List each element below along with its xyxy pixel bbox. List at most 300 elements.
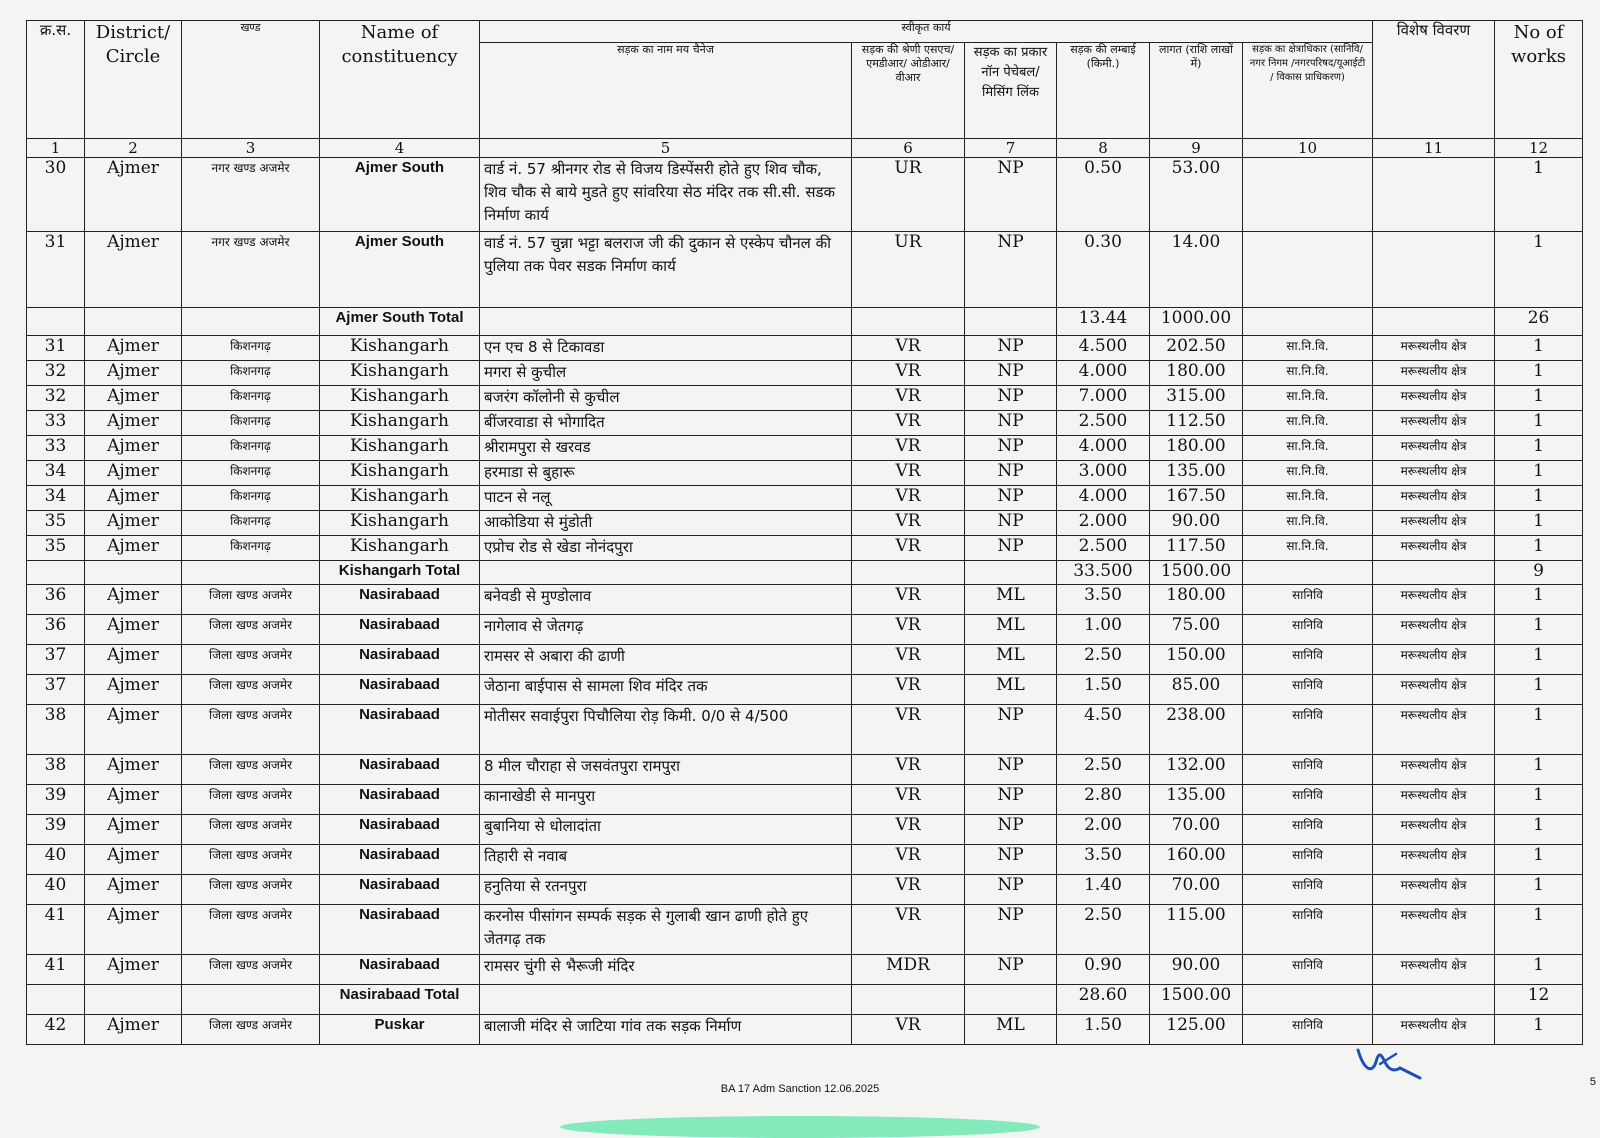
cost-cell: 90.00 [1150,955,1243,985]
khand-cell: नगर खण्ड अजमेर [182,232,320,308]
district-cell: Ajmer [85,461,182,486]
road-type-cell: ML [965,675,1057,705]
table-row [27,645,1583,675]
road-name-cell: करनोस पीसांगन सम्पर्क सड़क से गुलाबी खान ढाणी होते हुए जेतगढ़ तक [480,905,852,955]
jurisdiction-cell: सा.नि.वि. [1243,486,1373,511]
table-row [27,755,1583,785]
category-cell: VR [852,511,965,536]
serial-cell: 42 [27,1015,85,1045]
road-type-cell: NP [965,386,1057,411]
empty-cell [85,561,182,585]
khand-cell: किशनगढ़ [182,411,320,436]
constituency-cell: Puskar [320,1015,480,1045]
road-type-cell: ML [965,585,1057,615]
road-type-cell: NP [965,461,1057,486]
table-row [27,875,1583,905]
empty-cell [852,561,965,585]
length-cell: 3.50 [1057,845,1150,875]
remarks-cell: मरूस्थलीय क्षेत्र [1373,461,1495,486]
works-cell: 1 [1495,1015,1583,1045]
category-cell: VR [852,585,965,615]
remarks-cell: मरूस्थलीय क्षेत्र [1373,1015,1495,1045]
column-number: 4 [320,139,480,158]
serial-cell: 37 [27,675,85,705]
serial-cell: 33 [27,411,85,436]
road-type-cell: NP [965,785,1057,815]
road-type-cell: NP [965,815,1057,845]
cost-cell: 125.00 [1150,1015,1243,1045]
constituency-cell: Nasirabaad [320,675,480,705]
district-cell: Ajmer [85,361,182,386]
category-cell: VR [852,461,965,486]
constituency-cell: Ajmer South [320,158,480,232]
cost-cell: 70.00 [1150,875,1243,905]
serial-cell: 38 [27,755,85,785]
road-type-cell: NP [965,755,1057,785]
category-cell: VR [852,785,965,815]
constituency-cell: Kishangarh [320,436,480,461]
empty-cell [965,308,1057,336]
cost-cell: 180.00 [1150,361,1243,386]
district-cell: Ajmer [85,232,182,308]
constituency-cell: Kishangarh [320,511,480,536]
district-cell: Ajmer [85,436,182,461]
constituency-cell: Nasirabaad [320,615,480,645]
category-cell: VR [852,815,965,845]
category-cell: VR [852,875,965,905]
remarks-cell: मरूस्थलीय क्षेत्र [1373,905,1495,955]
serial-cell: 35 [27,536,85,561]
district-cell: Ajmer [85,875,182,905]
constituency-cell: Kishangarh [320,386,480,411]
remarks-cell: मरूस्थलीय क्षेत्र [1373,815,1495,845]
khand-cell: किशनगढ़ [182,386,320,411]
column-number: 11 [1373,139,1495,158]
table-row [27,232,1583,308]
empty-cell [480,561,852,585]
length-cell: 2.500 [1057,411,1150,436]
table-row [27,158,1583,232]
works-cell: 1 [1495,232,1583,308]
jurisdiction-cell: सानिवि [1243,585,1373,615]
serial-cell: 37 [27,645,85,675]
serial-cell: 30 [27,158,85,232]
column-number: 9 [1150,139,1243,158]
serial-cell: 36 [27,615,85,645]
khand-cell: किशनगढ़ [182,461,320,486]
length-cell: 2.50 [1057,755,1150,785]
length-cell: 0.50 [1057,158,1150,232]
serial-cell: 38 [27,705,85,755]
district-cell: Ajmer [85,905,182,955]
road-name-cell: मगरा से कुचील [480,361,852,386]
khand-cell: किशनगढ़ [182,361,320,386]
total-works-cell: 12 [1495,985,1583,1015]
column-number: 2 [85,139,182,158]
serial-cell: 32 [27,361,85,386]
table-row [27,461,1583,486]
length-cell: 1.50 [1057,1015,1150,1045]
khand-cell: जिला खण्ड अजमेर [182,785,320,815]
khand-cell: जिला खण्ड अजमेर [182,675,320,705]
road-name-cell: बालाजी मंदिर से जाटिया गांव तक सड़क निर्माण [480,1015,852,1045]
khand-cell: जिला खण्ड अजमेर [182,875,320,905]
khand-cell: जिला खण्ड अजमेर [182,1015,320,1045]
road-type-cell: NP [965,486,1057,511]
district-cell: Ajmer [85,386,182,411]
remarks-cell: मरूस्थलीय क्षेत्र [1373,755,1495,785]
table-row [27,386,1583,411]
column-number: 5 [480,139,852,158]
jurisdiction-cell: सानिवि [1243,1015,1373,1045]
cost-cell: 150.00 [1150,645,1243,675]
road-name-cell: रामसर से अबारा की ढाणी [480,645,852,675]
empty-cell [965,561,1057,585]
serial-cell: 34 [27,486,85,511]
remarks-cell: मरूस्थलीय क्षेत्र [1373,875,1495,905]
length-cell: 1.50 [1057,675,1150,705]
cost-cell: 53.00 [1150,158,1243,232]
signature-mark [1350,1040,1430,1080]
works-cell: 1 [1495,615,1583,645]
remarks-cell: मरूस्थलीय क्षेत्र [1373,386,1495,411]
works-cell: 1 [1495,905,1583,955]
serial-cell: 31 [27,232,85,308]
category-cell: VR [852,615,965,645]
length-cell: 2.500 [1057,536,1150,561]
header-serial: क्र.स. [27,21,85,139]
road-type-cell: ML [965,645,1057,675]
length-cell: 2.00 [1057,815,1150,845]
remarks-cell: मरूस्थलीय क्षेत्र [1373,411,1495,436]
category-cell: VR [852,1015,965,1045]
length-cell: 4.000 [1057,436,1150,461]
jurisdiction-cell: सानिवि [1243,905,1373,955]
empty-cell [480,985,852,1015]
table-row [27,615,1583,645]
total-cost-cell: 1000.00 [1150,308,1243,336]
empty-cell [27,308,85,336]
cost-cell: 14.00 [1150,232,1243,308]
total-cost-cell: 1500.00 [1150,985,1243,1015]
length-cell: 4.50 [1057,705,1150,755]
district-cell: Ajmer [85,815,182,845]
jurisdiction-cell: सानिवि [1243,705,1373,755]
remarks-cell: मरूस्थलीय क्षेत्र [1373,336,1495,361]
length-cell: 3.000 [1057,461,1150,486]
empty-cell [1243,985,1373,1015]
works-cell: 1 [1495,815,1583,845]
empty-cell [852,308,965,336]
column-number-row [27,139,1583,158]
khand-cell: जिला खण्ड अजमेर [182,705,320,755]
cost-cell: 315.00 [1150,386,1243,411]
road-name-cell: मोतीसर सवाईपुरा पिचौलिया रोड़ किमी. 0/0 से 4/500 [480,705,852,755]
serial-cell: 40 [27,845,85,875]
jurisdiction-cell: सानिवि [1243,815,1373,845]
works-cell: 1 [1495,675,1583,705]
category-cell: VR [852,386,965,411]
works-cell: 1 [1495,845,1583,875]
highlighter-mark [560,1116,1040,1138]
road-name-cell: 8 मील चौराहा से जसवंतपुरा रामपुरा [480,755,852,785]
works-cell: 1 [1495,436,1583,461]
remarks-cell: मरूस्थलीय क्षेत्र [1373,845,1495,875]
road-name-cell: एप्रोच रोड से खेडा नोनंदपुरा [480,536,852,561]
cost-cell: 238.00 [1150,705,1243,755]
header-constituency: Name of constituency [320,21,480,139]
works-cell: 1 [1495,411,1583,436]
jurisdiction-cell: सानिवि [1243,875,1373,905]
table-header [27,21,1583,158]
jurisdiction-cell [1243,232,1373,308]
road-type-cell: NP [965,361,1057,386]
total-cost-cell: 1500.00 [1150,561,1243,585]
table-row [27,705,1583,755]
length-cell: 0.90 [1057,955,1150,985]
header-category: सड़क की श्रेणी एसएच/एमडीआर/ ओडीआर/ वीआर [852,43,965,139]
road-type-cell: NP [965,955,1057,985]
constituency-cell: Kishangarh [320,536,480,561]
category-cell: VR [852,755,965,785]
table-row [27,785,1583,815]
district-cell: Ajmer [85,336,182,361]
header-road-name: सड़क का नाम मय चैनेज [480,43,852,139]
table-row [27,585,1583,615]
cost-cell: 135.00 [1150,785,1243,815]
road-name-cell: तिहारी से नवाब [480,845,852,875]
jurisdiction-cell: सा.नि.वि. [1243,461,1373,486]
works-cell: 1 [1495,955,1583,985]
empty-cell [85,985,182,1015]
table-row [27,361,1583,386]
table-row [27,536,1583,561]
remarks-cell: मरूस्थलीय क्षेत्र [1373,486,1495,511]
header-khand: खण्ड [182,21,320,139]
works-cell: 1 [1495,585,1583,615]
constituency-cell: Nasirabaad [320,755,480,785]
table-row [27,905,1583,955]
category-cell: VR [852,536,965,561]
remarks-cell [1373,232,1495,308]
remarks-cell: मरूस्थलीय क्षेत्र [1373,436,1495,461]
khand-cell: जिला खण्ड अजमेर [182,585,320,615]
road-name-cell: बींजरवाडा से भोगादित [480,411,852,436]
constituency-cell: Nasirabaad [320,815,480,845]
works-cell: 1 [1495,336,1583,361]
works-cell: 1 [1495,705,1583,755]
remarks-cell: मरूस्थलीय क्षेत्र [1373,955,1495,985]
empty-cell [852,985,965,1015]
road-name-cell: हनुतिया से रतनपुरा [480,875,852,905]
constituency-cell: Nasirabaad [320,705,480,755]
road-type-cell: NP [965,511,1057,536]
table-row [27,845,1583,875]
cost-cell: 90.00 [1150,511,1243,536]
length-cell: 4.500 [1057,336,1150,361]
road-name-cell: हरमाडा से बुहारू [480,461,852,486]
total-row [27,308,1583,336]
cost-cell: 112.50 [1150,411,1243,436]
works-cell: 1 [1495,785,1583,815]
length-cell: 4.000 [1057,486,1150,511]
works-cell: 1 [1495,461,1583,486]
length-cell: 2.000 [1057,511,1150,536]
serial-cell: 39 [27,815,85,845]
works-cell: 1 [1495,645,1583,675]
length-cell: 1.00 [1057,615,1150,645]
total-length-cell: 13.44 [1057,308,1150,336]
constituency-cell: Nasirabaad [320,875,480,905]
district-cell: Ajmer [85,755,182,785]
jurisdiction-cell: सानिवि [1243,955,1373,985]
road-name-cell: कानाखेडी से मानपुरा [480,785,852,815]
length-cell: 1.40 [1057,875,1150,905]
district-cell: Ajmer [85,486,182,511]
khand-cell: किशनगढ़ [182,336,320,361]
table-body [27,158,1583,1045]
serial-cell: 36 [27,585,85,615]
road-type-cell: NP [965,411,1057,436]
road-name-cell: आकोडिया से मुंडोती [480,511,852,536]
total-works-cell: 9 [1495,561,1583,585]
footer-reference: BA 17 Adm Sanction 12.06.2025 [720,1083,880,1095]
sanction-table [26,20,1583,1045]
constituency-cell: Kishangarh [320,336,480,361]
district-cell: Ajmer [85,955,182,985]
jurisdiction-cell: सानिवि [1243,615,1373,645]
remarks-cell: मरूस्थलीय क्षेत्र [1373,361,1495,386]
khand-cell: जिला खण्ड अजमेर [182,955,320,985]
jurisdiction-cell: सानिवि [1243,785,1373,815]
road-name-cell: जेठाना बाईपास से सामला शिव मंदिर तक [480,675,852,705]
category-cell: VR [852,436,965,461]
remarks-cell: मरूस्थलीय क्षेत्र [1373,675,1495,705]
header-length: सड़क की लम्बाई (किमी.) [1057,43,1150,139]
table-row [27,511,1583,536]
serial-cell: 33 [27,436,85,461]
table-row [27,675,1583,705]
cost-cell: 115.00 [1150,905,1243,955]
road-type-cell: NP [965,336,1057,361]
category-cell: UR [852,158,965,232]
jurisdiction-cell: सानिवि [1243,675,1373,705]
serial-cell: 41 [27,905,85,955]
column-number: 6 [852,139,965,158]
constituency-cell: Nasirabaad [320,645,480,675]
works-cell: 1 [1495,875,1583,905]
cost-cell: 75.00 [1150,615,1243,645]
remarks-cell: मरूस्थलीय क्षेत्र [1373,785,1495,815]
length-cell: 2.80 [1057,785,1150,815]
khand-cell: जिला खण्ड अजमेर [182,755,320,785]
jurisdiction-cell: सा.नि.वि. [1243,411,1373,436]
road-type-cell: NP [965,705,1057,755]
category-cell: VR [852,361,965,386]
khand-cell: जिला खण्ड अजमेर [182,845,320,875]
district-cell: Ajmer [85,705,182,755]
table-row [27,815,1583,845]
road-type-cell: NP [965,536,1057,561]
total-row [27,561,1583,585]
table-row [27,336,1583,361]
district-cell: Ajmer [85,675,182,705]
header-remarks: विशेष विवरण [1373,21,1495,139]
road-type-cell: NP [965,905,1057,955]
road-type-cell: ML [965,1015,1057,1045]
khand-cell: किशनगढ़ [182,536,320,561]
empty-cell [480,308,852,336]
header-cost: लागत (राशि लाखों में) [1150,43,1243,139]
total-row [27,985,1583,1015]
remarks-cell: मरूस्थलीय क्षेत्र [1373,615,1495,645]
works-cell: 1 [1495,486,1583,511]
cost-cell: 70.00 [1150,815,1243,845]
length-cell: 7.000 [1057,386,1150,411]
empty-cell [1243,561,1373,585]
road-name-cell: नागेलाव से जेतगढ़ [480,615,852,645]
empty-cell [1373,308,1495,336]
remarks-cell: मरूस्थलीय क्षेत्र [1373,511,1495,536]
constituency-cell: Nasirabaad [320,955,480,985]
works-cell: 1 [1495,511,1583,536]
district-cell: Ajmer [85,536,182,561]
works-cell: 1 [1495,158,1583,232]
header-road-type: सड़क का प्रकार नॉन पेचेबल/ मिसिंग लिंक [965,43,1057,139]
jurisdiction-cell: सा.नि.वि. [1243,436,1373,461]
khand-cell: जिला खण्ड अजमेर [182,615,320,645]
sanction-sheet [26,20,1582,1045]
cost-cell: 117.50 [1150,536,1243,561]
jurisdiction-cell: सा.नि.वि. [1243,361,1373,386]
serial-cell: 39 [27,785,85,815]
header-sanctioned-work: स्वीकृत कार्य [480,21,1373,43]
district-cell: Ajmer [85,645,182,675]
total-works-cell: 26 [1495,308,1583,336]
length-cell: 3.50 [1057,585,1150,615]
serial-cell: 31 [27,336,85,361]
table-row [27,436,1583,461]
length-cell: 2.50 [1057,645,1150,675]
khand-cell: जिला खण्ड अजमेर [182,905,320,955]
khand-cell: नगर खण्ड अजमेर [182,158,320,232]
road-name-cell: बुबानिया से धोलादांता [480,815,852,845]
constituency-cell: Ajmer South [320,232,480,308]
jurisdiction-cell: सा.नि.वि. [1243,511,1373,536]
column-number: 7 [965,139,1057,158]
category-cell: VR [852,675,965,705]
serial-cell: 32 [27,386,85,411]
empty-cell [182,308,320,336]
cost-cell: 160.00 [1150,845,1243,875]
jurisdiction-cell: सानिवि [1243,645,1373,675]
total-label: Kishangarh Total [320,561,480,585]
district-cell: Ajmer [85,845,182,875]
cost-cell: 167.50 [1150,486,1243,511]
category-cell: VR [852,905,965,955]
column-number: 10 [1243,139,1373,158]
constituency-cell: Nasirabaad [320,845,480,875]
category-cell: VR [852,486,965,511]
road-type-cell: ML [965,615,1057,645]
khand-cell: जिला खण्ड अजमेर [182,645,320,675]
empty-cell [182,985,320,1015]
remarks-cell: मरूस्थलीय क्षेत्र [1373,645,1495,675]
column-number: 1 [27,139,85,158]
length-cell: 2.50 [1057,905,1150,955]
road-name-cell: वार्ड नं. 57 चुन्ना भट्टा बलराज जी की दुकान से एस्केप चौनल की पुलिया तक पेवर सडक निर्माण कार्य [480,232,852,308]
remarks-cell: मरूस्थलीय क्षेत्र [1373,585,1495,615]
